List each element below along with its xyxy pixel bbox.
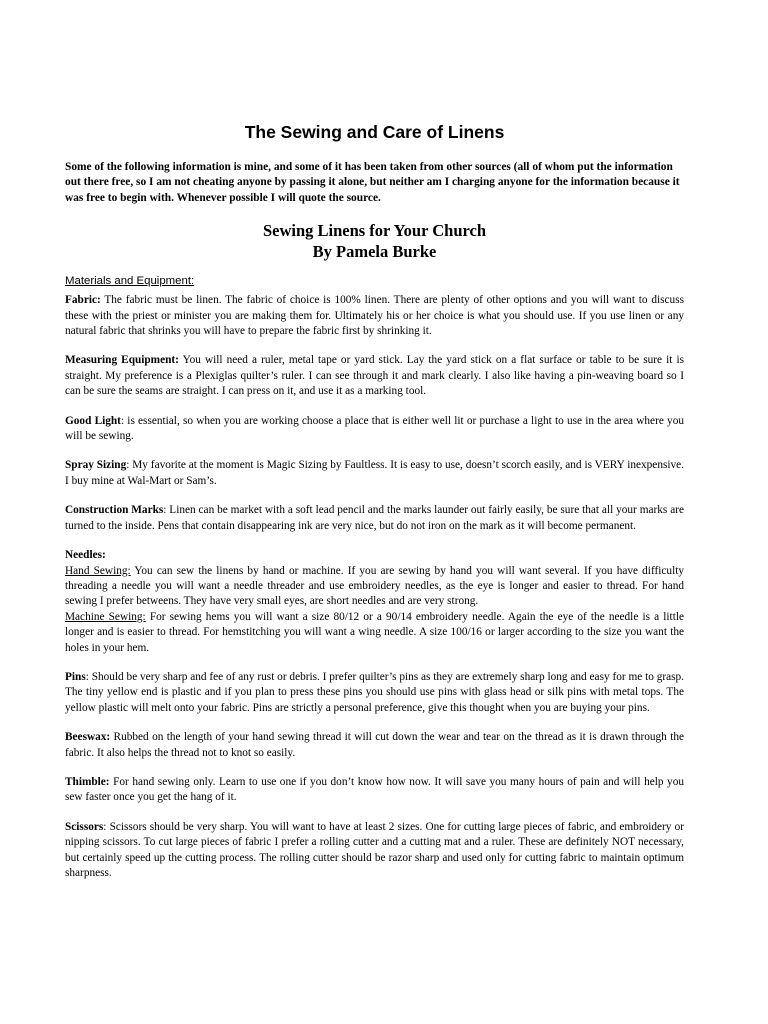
item-text: : Linen can be market with a soft lead pencil and the marks launder out fairly easily, be sure that all your marks are turned to the inside. Pens that contain disappearing ink are very nice, but do not iron on the mark as it will become permanent. — [65, 504, 684, 532]
item-term: Pins — [65, 670, 86, 683]
item-spray-sizing — [65, 458, 684, 489]
item-text: : Scissors should be very sharp. You will want to have at least 2 sizes. One for cutting large pieces of fabric, and embroidery or nipping scissors. To cut large pieces of fabric I prefer a rolling cutter and a cutting mat and a ruler. These are definitely NOT necessary, but certainly speed up the cutting process. The rolling cutter should be razor sharp and used only for cutting fabric to maintain optimum sharpness. — [65, 820, 684, 879]
materials-list — [65, 293, 684, 534]
machine-sewing-term: Machine Sewing: — [65, 610, 146, 623]
subtitle — [65, 220, 684, 262]
item-text: You will need a ruler, metal tape or yard stick. Lay the yard stick on a flat surface or table to be sure it is straight. My preference is a Plexiglas quilter’s ruler. I can see through it and mark clearly. I also like having a pin-weaving board so I can be sure the seams are straight. I can press on it, and use it as a marking tool. — [65, 354, 684, 398]
machine-sewing-paragraph — [65, 610, 684, 656]
item-beeswax — [65, 730, 684, 761]
subtitle-author: By Pamela Burke — [312, 242, 437, 262]
item-term: Thimble: — [65, 775, 110, 788]
needles-section — [65, 548, 684, 656]
item-term: Construction Marks — [65, 504, 164, 517]
item-text: For hand sewing only. Learn to use one if you don’t know how now. It will save you many hours of pain and will help you sew faster once you get the hang of it. — [65, 775, 684, 804]
subtitle-line-1: Sewing Linens for Your Church — [262, 221, 487, 241]
document-title: The Sewing and Care of Linens — [244, 122, 505, 142]
item-scissors — [65, 820, 684, 882]
item-term: Beeswax: — [65, 731, 111, 744]
machine-sewing-text: For sewing hems you will want a size 80/12 or a 90/14 embroidery needle. Again the eye of the needle is a little longer and is easier to thread. For hemstitching you will want a wing needle. A size 100/16 or larger according to the size you want the holes in your hem. — [65, 610, 684, 654]
item-fabric — [65, 293, 684, 339]
item-term: Measuring Equipment: — [65, 354, 179, 367]
item-text: : My favorite at the moment is Magic Sizing by Faultless. It is easy to use, doesn’t scorch easily, and is VERY inexpensive. I buy mine at Wal-Mart or Sam’s. — [65, 459, 684, 487]
tools-list — [65, 670, 684, 881]
item-thimble — [65, 775, 684, 806]
item-good-light — [65, 414, 684, 445]
item-term: Scissors — [65, 820, 104, 833]
item-term: Good Light — [65, 414, 121, 427]
intro-paragraph: Some of the following information is mine, and some of it has been taken from other sources (all of whom put the information out there free, so I am not cheating anyone by passing it alone, but neither am I charging anyone for the information because it was free to begin with. Whenever possible I will quote the source. — [65, 161, 680, 204]
item-text: : is essential, so when you are working choose a place that is either well lit or purchase a light to use in the area where you will be sewing. — [65, 414, 685, 443]
hand-sewing-term: Hand Sewing: — [65, 564, 131, 577]
item-text: : Should be very sharp and fee of any rust or debris. I prefer quilter’s pins as they are extremely sharp long and easy for me to grasp. The tiny yellow end is plastic and if you plan to press these pins you should use pins with glass head or silk pins with metal tops. The yellow plastic will melt onto your fabric. Pins are strictly a personal preference, give this thought when you are buying your pins. — [65, 670, 684, 714]
item-construction-marks — [65, 503, 684, 534]
item-pins — [65, 670, 684, 716]
item-term: Spray Sizing — [65, 459, 127, 472]
needles-heading: Needles: — [65, 549, 106, 562]
item-term: Fabric: — [65, 294, 101, 307]
item-text: The fabric must be linen. The fabric of choice is 100% linen. There are plenty of other options and you will want to discuss these with the priest or minister you are making them for. Ultimately his or her choice is what you should use. If you use linen or any natural fabric that shrinks you will have to prepare the fabric first by shrinking it. — [65, 294, 684, 338]
item-text: Rubbed on the length of your hand sewing thread it will cut down the wear and tear on the thread as it is drawn through the fabric. It also helps the thread not to knot so easily. — [65, 731, 684, 759]
section-label-materials: Materials and Equipment: — [65, 275, 195, 288]
hand-sewing-text: You can sew the linens by hand or machine. If you are sewing by hand you will want several. If you have difficulty threading a needle you will want a needle threader and use embroidery needles, as the eye is longer and easier to thread. For hand sewing I prefer betweens. They have very small eyes, are short needles and are very strong. — [65, 564, 684, 608]
hand-sewing-paragraph — [65, 564, 684, 610]
item-measuring-equipment — [65, 353, 684, 399]
